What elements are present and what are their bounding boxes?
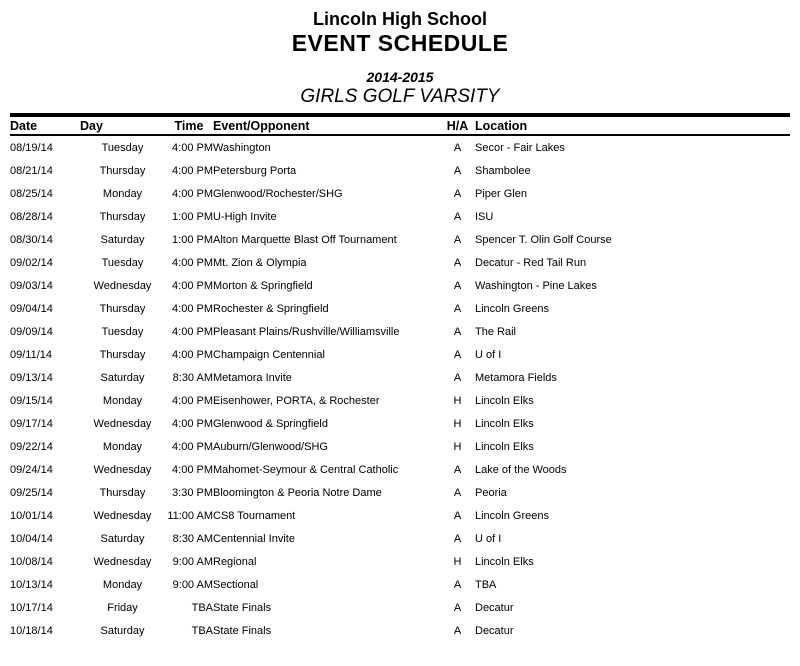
cell-h-a: A xyxy=(453,164,462,177)
cell-day: Thursday xyxy=(99,210,146,223)
cell-location: Decatur - Red Tail Run xyxy=(475,256,587,269)
table-row xyxy=(10,389,790,412)
cell-event-opponent: Mahomet-Seymour & Central Catholic xyxy=(213,463,399,476)
cell-location: Peoria xyxy=(475,486,507,499)
cell-h-a: A xyxy=(453,463,462,476)
cell-h-a: A xyxy=(453,509,462,522)
cell-time: 4:00 PM xyxy=(172,187,213,200)
cell-h-a: H xyxy=(453,417,462,430)
cell-location: Lake of the Woods xyxy=(475,463,567,476)
cell-time: 4:00 PM xyxy=(172,302,213,315)
cell-h-a: A xyxy=(453,279,462,292)
cell-event-opponent: Metamora Invite xyxy=(213,371,292,384)
cell-date: 08/19/14 xyxy=(10,141,53,154)
cell-time: 8:30 AM xyxy=(172,371,213,384)
cell-location: Secor - Fair Lakes xyxy=(475,141,565,154)
cell-day: Tuesday xyxy=(101,325,144,338)
team-name: GIRLS GOLF VARSITY xyxy=(300,86,500,107)
table-row xyxy=(10,596,790,619)
cell-event-opponent: State Finals xyxy=(213,601,272,614)
table-row xyxy=(10,366,790,389)
schedule-table xyxy=(10,113,790,642)
cell-h-a: H xyxy=(453,555,462,568)
table-row xyxy=(10,251,790,274)
cell-event-opponent: Centennial Invite xyxy=(213,532,295,545)
table-row xyxy=(10,182,790,205)
cell-location: Lincoln Greens xyxy=(475,509,549,522)
cell-day: Thursday xyxy=(99,486,146,499)
cell-day: Monday xyxy=(102,578,143,591)
cell-event-opponent: Eisenhower, PORTA, & Rochester xyxy=(213,394,380,407)
cell-h-a: A xyxy=(453,371,462,384)
cell-location: The Rail xyxy=(475,325,516,338)
cell-date: 10/18/14 xyxy=(10,624,53,637)
cell-location: Decatur xyxy=(475,601,514,614)
table-row xyxy=(10,527,790,550)
cell-h-a: A xyxy=(453,141,462,154)
cell-event-opponent: State Finals xyxy=(213,624,272,637)
cell-event-opponent: U-High Invite xyxy=(213,210,277,223)
cell-location: TBA xyxy=(475,578,497,591)
cell-date: 08/28/14 xyxy=(10,210,53,223)
cell-date: 09/25/14 xyxy=(10,486,53,499)
cell-date: 10/13/14 xyxy=(10,578,53,591)
table-row xyxy=(10,435,790,458)
cell-time: 4:00 PM xyxy=(172,279,213,292)
table-row xyxy=(10,297,790,320)
cell-location: Washington - Pine Lakes xyxy=(475,279,597,292)
cell-location: Metamora Fields xyxy=(475,371,557,384)
cell-day: Monday xyxy=(102,187,143,200)
cell-time: 1:00 PM xyxy=(172,210,213,223)
cell-day: Saturday xyxy=(100,233,145,246)
table-body xyxy=(10,135,790,642)
cell-day: Tuesday xyxy=(101,256,144,269)
cell-event-opponent: Pleasant Plains/Rushville/Williamsville xyxy=(213,325,400,338)
table-row xyxy=(10,205,790,228)
cell-day: Wednesday xyxy=(93,417,152,430)
document-title: EVENT SCHEDULE xyxy=(291,30,509,56)
cell-h-a: A xyxy=(453,532,462,545)
table-row xyxy=(10,619,790,642)
table-row xyxy=(10,135,790,159)
cell-event-opponent: Glenwood/Rochester/SHG xyxy=(213,187,343,200)
table-row xyxy=(10,343,790,366)
cell-time: 4:00 PM xyxy=(172,325,213,338)
column-header-h-a: H/A xyxy=(446,118,469,133)
cell-location: Lincoln Elks xyxy=(475,417,534,430)
table-row xyxy=(10,320,790,343)
cell-time: 8:30 AM xyxy=(172,532,213,545)
cell-location: ISU xyxy=(475,210,494,223)
table-row xyxy=(10,573,790,596)
cell-day: Thursday xyxy=(99,302,146,315)
cell-date: 09/24/14 xyxy=(10,463,53,476)
cell-time: 1:00 PM xyxy=(172,233,213,246)
cell-date: 09/09/14 xyxy=(10,325,53,338)
cell-h-a: H xyxy=(453,440,462,453)
cell-date: 09/13/14 xyxy=(10,371,53,384)
cell-day: Thursday xyxy=(99,164,146,177)
cell-location: Shambolee xyxy=(475,164,531,177)
cell-day: Monday xyxy=(102,440,143,453)
cell-date: 09/04/14 xyxy=(10,302,53,315)
cell-h-a: A xyxy=(453,624,462,637)
table-row xyxy=(10,412,790,435)
cell-event-opponent: Bloomington & Peoria Notre Dame xyxy=(213,486,382,499)
cell-event-opponent: CS8 Tournament xyxy=(213,509,296,522)
cell-date: 10/01/14 xyxy=(10,509,53,522)
column-header-day: Day xyxy=(80,118,103,133)
cell-day: Saturday xyxy=(100,532,145,545)
table-row xyxy=(10,159,790,182)
cell-h-a: A xyxy=(453,256,462,269)
cell-event-opponent: Regional xyxy=(213,555,257,568)
table-row xyxy=(10,504,790,527)
cell-location: Decatur xyxy=(475,624,514,637)
cell-location: Lincoln Elks xyxy=(475,440,534,453)
cell-day: Wednesday xyxy=(93,555,152,568)
cell-time: 3:30 PM xyxy=(172,486,213,499)
header-spacer xyxy=(0,56,800,69)
cell-day: Friday xyxy=(107,601,138,614)
cell-h-a: A xyxy=(453,210,462,223)
cell-event-opponent: Morton & Springfield xyxy=(213,279,313,292)
cell-time: 4:00 PM xyxy=(172,348,213,361)
cell-event-opponent: Alton Marquette Blast Off Tournament xyxy=(213,233,397,246)
table-row xyxy=(10,228,790,251)
cell-time: 4:00 PM xyxy=(172,463,213,476)
cell-time: 4:00 PM xyxy=(172,417,213,430)
cell-h-a: A xyxy=(453,233,462,246)
cell-h-a: A xyxy=(453,187,462,200)
cell-date: 08/25/14 xyxy=(10,187,53,200)
cell-day: Tuesday xyxy=(101,141,144,154)
cell-date: 09/17/14 xyxy=(10,417,53,430)
table-row xyxy=(10,274,790,297)
cell-day: Saturday xyxy=(100,371,145,384)
table-row xyxy=(10,481,790,504)
document-header xyxy=(0,0,800,107)
cell-date: 09/11/14 xyxy=(10,348,53,361)
cell-time: 4:00 PM xyxy=(172,256,213,269)
column-header-date: Date xyxy=(10,118,38,133)
cell-day: Wednesday xyxy=(93,463,152,476)
cell-day: Saturday xyxy=(100,624,145,637)
table-row xyxy=(10,550,790,573)
column-header-location: Location xyxy=(475,118,528,133)
cell-date: 09/15/14 xyxy=(10,394,53,407)
cell-event-opponent: Petersburg Porta xyxy=(213,164,297,177)
cell-location: Spencer T. Olin Golf Course xyxy=(475,233,612,246)
cell-date: 10/08/14 xyxy=(10,555,53,568)
cell-event-opponent: Washington xyxy=(213,141,271,154)
cell-event-opponent: Rochester & Springfield xyxy=(213,302,329,315)
cell-location: Piper Glen xyxy=(475,187,527,200)
cell-time: 11:00 AM xyxy=(167,509,213,522)
column-header-event-opponent: Event/Opponent xyxy=(213,118,310,133)
cell-event-opponent: Auburn/Glenwood/SHG xyxy=(213,440,328,453)
school-name: Lincoln High School xyxy=(313,9,487,29)
cell-location: Lincoln Elks xyxy=(475,394,534,407)
cell-event-opponent: Mt. Zion & Olympia xyxy=(213,256,307,269)
cell-time: 4:00 PM xyxy=(172,141,213,154)
cell-date: 09/22/14 xyxy=(10,440,53,453)
cell-event-opponent: Sectional xyxy=(213,578,259,591)
cell-location: U of I xyxy=(475,532,502,545)
cell-h-a: A xyxy=(453,601,462,614)
cell-day: Wednesday xyxy=(93,279,152,292)
cell-time: TBA xyxy=(191,624,213,637)
cell-event-opponent: Champaign Centennial xyxy=(213,348,325,361)
cell-date: 10/04/14 xyxy=(10,532,53,545)
cell-day: Wednesday xyxy=(93,509,152,522)
season-label: 2014-2015 xyxy=(366,69,434,85)
cell-location: Lincoln Greens xyxy=(475,302,549,315)
cell-time: 4:00 PM xyxy=(172,394,213,407)
cell-time: TBA xyxy=(191,601,213,614)
cell-h-a: A xyxy=(453,578,462,591)
cell-time: 4:00 PM xyxy=(172,164,213,177)
cell-location: Lincoln Elks xyxy=(475,555,534,568)
cell-time: 9:00 AM xyxy=(172,555,213,568)
cell-day: Thursday xyxy=(99,348,146,361)
cell-event-opponent: Glenwood & Springfield xyxy=(213,417,328,430)
cell-h-a: A xyxy=(453,348,462,361)
cell-day: Monday xyxy=(102,394,143,407)
table-row xyxy=(10,458,790,481)
cell-date: 08/30/14 xyxy=(10,233,53,246)
cell-h-a: A xyxy=(453,325,462,338)
cell-date: 09/02/14 xyxy=(10,256,53,269)
cell-date: 08/21/14 xyxy=(10,164,53,177)
cell-date: 10/17/14 xyxy=(10,601,53,614)
cell-h-a: A xyxy=(453,486,462,499)
table-header-row xyxy=(10,115,790,135)
cell-time: 4:00 PM xyxy=(172,440,213,453)
cell-time: 9:00 AM xyxy=(172,578,213,591)
cell-h-a: A xyxy=(453,302,462,315)
cell-date: 09/03/14 xyxy=(10,279,53,292)
cell-h-a: H xyxy=(453,394,462,407)
column-header-time: Time xyxy=(174,118,204,133)
cell-location: U of I xyxy=(475,348,502,361)
